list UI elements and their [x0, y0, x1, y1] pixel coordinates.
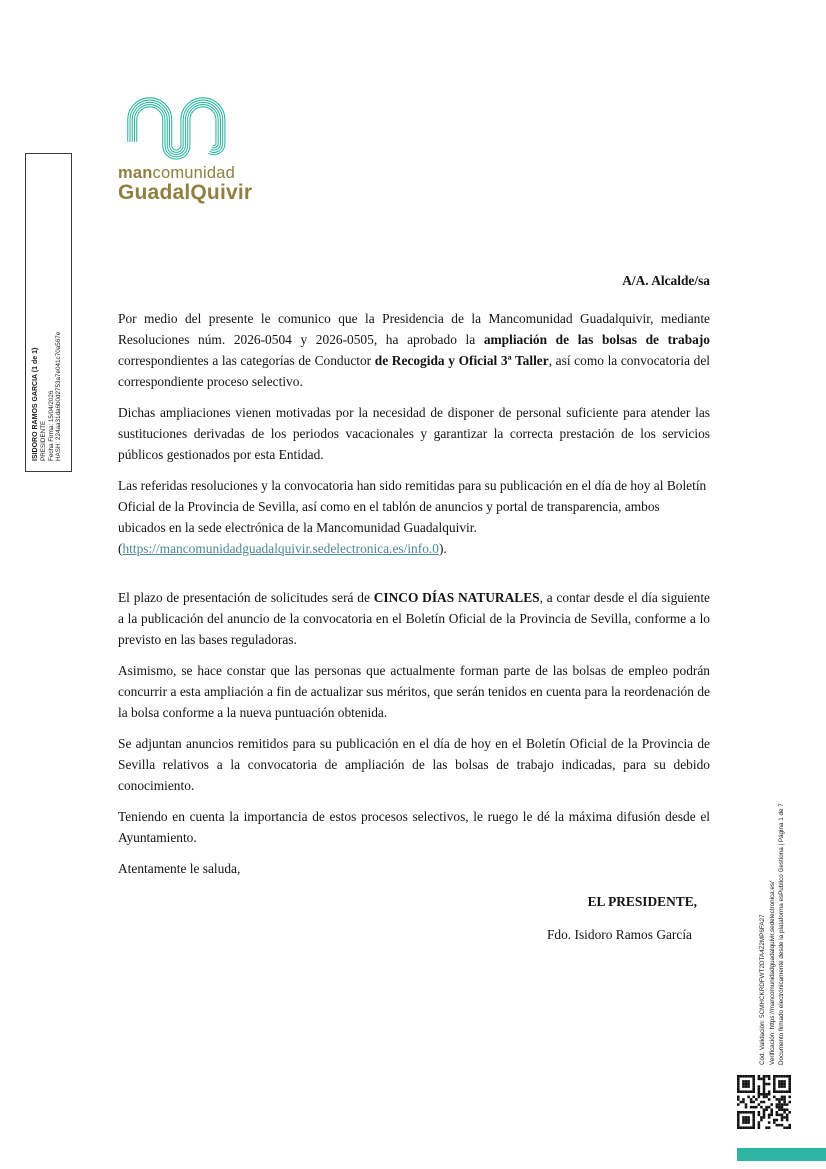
letter-paragraphs — [118, 308, 710, 848]
verification-url: Verificación: https://mancomunidadguadalquivir.sedelectronica.es/ — [768, 881, 776, 1065]
logo-m-mark-icon — [118, 96, 242, 162]
mancomunidad-guadalquivir-logo — [118, 96, 258, 204]
signature-stamp-box — [25, 153, 72, 472]
signer-role: PRESIDENTE — [40, 420, 47, 461]
paragraph: Se adjuntan anuncios remitidos para su publicación en el día de hoy en el Boletín Oficial de la Provincia de Sevilla relativos a la convocatoria de ampliación de las bolsas de trabajo indicadas, para su debido conocimiento. — [118, 736, 710, 793]
sede-electronica-link[interactable]: https://mancomunidadguadalquivir.sedelectronica.es/info.0 — [122, 541, 439, 556]
signature-hash: HASH: 224aa31da6b0d2753a7e041c70a567e — [55, 331, 63, 461]
paragraph: Asimismo, se hace constar que las personas que actualmente forman parte de las bolsas de empleo podrán concurrir a esta ampliación a fin de actualizar sus méritos, que serán tenidos en cuenta para la reordenación de la bolsa conforme a la nueva puntuación obtenida. — [118, 663, 710, 720]
signer-name: ISIDORO RAMOS GARCIA (1 de 1) — [32, 347, 39, 461]
logo-wordmark-line1: mancomunidad — [118, 164, 236, 182]
signature-stamp-text — [26, 154, 71, 471]
signature-date: Fecha Firma: 15/04/2026 — [47, 390, 55, 461]
logo-wordmark-line2: GuadalQuivir — [118, 181, 253, 204]
footer-accent-bar — [737, 1148, 826, 1161]
qr-code — [737, 1075, 791, 1129]
closing-line: Atentamente le saluda, — [118, 861, 241, 876]
recipient-line: A/A. Alcalde/sa — [622, 273, 710, 288]
signature-name: Fdo. Isidoro Ramos García — [546, 927, 692, 942]
platform-page-info: Documento firmado electrónicamente desde la plataforma esPublico Gestiona | Página 1 de 7 — [778, 803, 786, 1065]
signature-title: EL PRESIDENTE, — [587, 894, 697, 909]
validation-side-footer-text — [758, 688, 792, 1065]
letter-body — [118, 270, 710, 945]
paragraph: Teniendo en cuenta la importancia de estos procesos selectivos, le ruego le dé la máxima difusión desde el Ayuntamiento. — [118, 809, 710, 845]
paragraph: Dichas ampliaciones vienen motivadas por la necesidad de disponer de personal suficiente para atender las sustituciones derivadas de los periodos vacacionales y garantizar la correcta prestación de los servicios públicos gestionados por esta Entidad. — [118, 405, 710, 462]
paragraph: Por medio del presente le comunico que la Presidencia de la Mancomunidad Guadalquivir, mediante Resoluciones núm. 2026-0504 y 2026-0505, ha aprobado la ampliación de las bolsas de trabajo correspondientes a las categorías de Conductor de Recogida y Oficial 3ª Taller, así como la convocatoria del correspondiente proceso selectivo. — [118, 311, 710, 389]
validation-side-footer — [758, 688, 792, 1065]
paragraph: El plazo de presentación de solicitudes será de CINCO DÍAS NATURALES, a contar desde el día siguiente a la publicación del anuncio de la convocatoria en el Boletín Oficial de la Provincia de Sevilla, conforme a lo previsto en las bases reguladoras. — [118, 590, 710, 647]
validation-code: Cód. Validación: 5CMHCKRDFWT2DTA4Z2MP6FA27 — [759, 914, 766, 1065]
paragraph: Las referidas resoluciones y la convocatoria han sido remitidas para su publicación en el día de hoy al Boletín Oficial de la Provincia de Sevilla, así como en el tablón de anuncios y portal de transparencia, ambos ubicados en la sede electrónica de la Mancomunidad Guadalquivir. (https://mancomunidadguadalquivir.sedelectronica.es/info.0). — [118, 478, 707, 556]
